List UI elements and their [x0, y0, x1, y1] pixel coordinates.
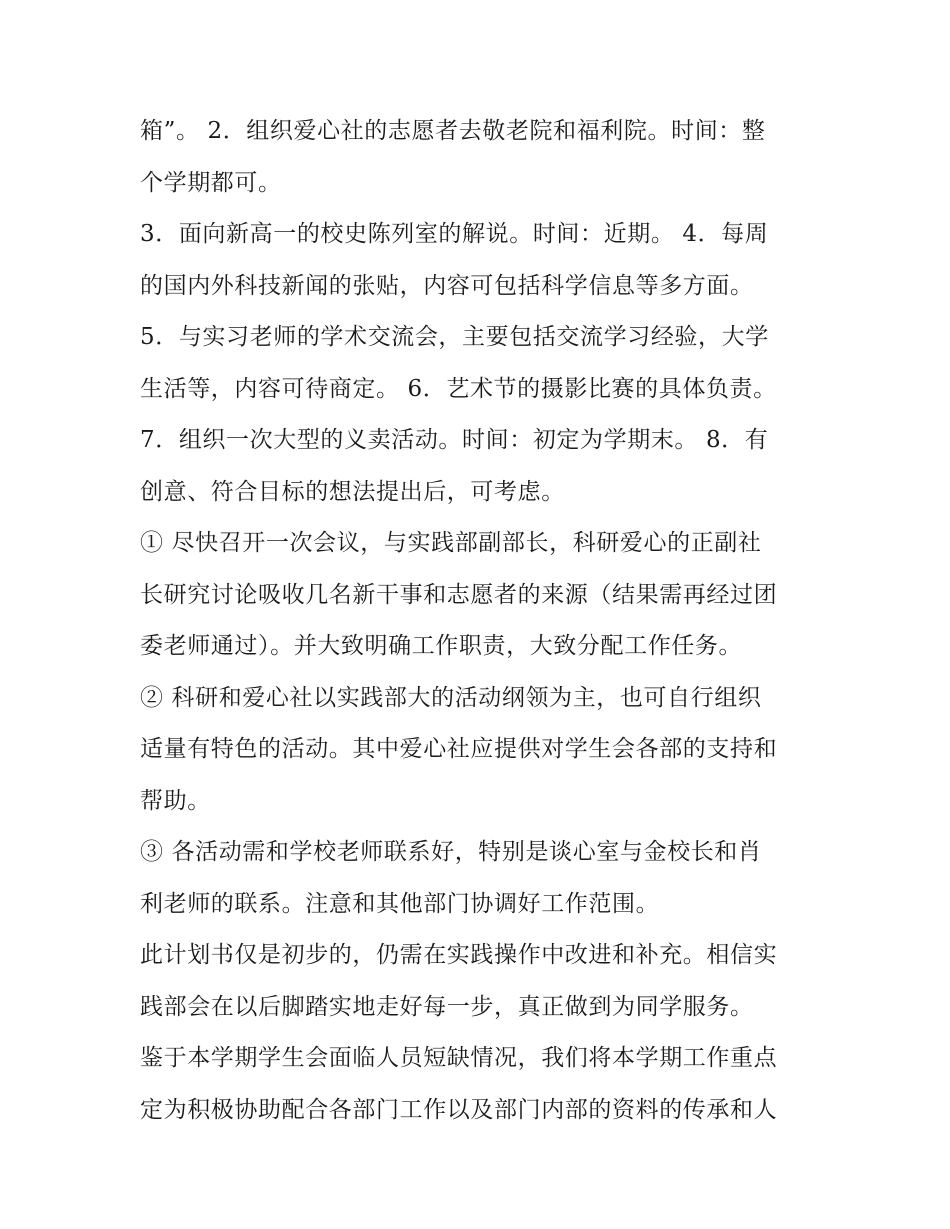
body-text [140, 106, 820, 1136]
text-line: 鉴于本学期学生会面临人员短缺情况，我们将本学期工作重点 [140, 1045, 778, 1071]
text-line: 践部会在以后脚踏实地走好每一步，真正做到为同学服务。 [140, 993, 754, 1020]
text-line: 帮助。 [140, 787, 211, 814]
text-line: 的国内外科技新闻的张贴，内容可包括科学信息等多方面。 [140, 272, 754, 299]
text-line: 创意、符合目标的想法提出后，可考虑。 [140, 478, 565, 505]
text-line: 个学期都可。 [140, 169, 282, 196]
text-line: 定为积极协助配合各部门工作以及部门内部的资料的传承和人 [140, 1096, 778, 1123]
text-line: 利老师的联系。注意和其他部门协调好工作范围。 [140, 890, 660, 917]
text-line: 5．与实习老师的学术交流会，主要包括交流学习经验，大学 [140, 324, 769, 350]
text-line: ① 尽快召开一次会议，与实践部副部长，科研爱心的正副社 [140, 530, 762, 556]
text-line: 长研究讨论吸收几名新干事和志愿者的来源（结果需再经过团 [140, 581, 778, 608]
text-line: ③ 各活动需和学校老师联系好，特别是谈心室与金校长和肖 [140, 839, 762, 865]
text-line: 7．组织一次大型的义卖活动。时间：初定为学期末。 8．有 [140, 427, 769, 453]
text-line: 此计划书仅是初步的，仍需在实践操作中改进和补充。相信实 [140, 942, 778, 968]
text-line: 箱”。 2．组织爱心社的志愿者去敬老院和福利院。时间：整 [140, 118, 766, 144]
text-line: 适量有特色的活动。其中爱心社应提供对学生会各部的支持和 [140, 736, 778, 762]
text-line: ② 科研和爱心社以实践部大的活动纲领为主，也可自行组织 [140, 684, 762, 711]
text-line: 委老师通过）。并大致明确工作职责，大致分配工作任务。 [140, 633, 743, 659]
text-line: 3．面向新高一的校史陈列室的解说。时间：近期。 4．每周 [140, 221, 769, 247]
text-line: 生活等，内容可待商定。 6．艺术节的摄影比赛的具体负责。 [140, 375, 777, 402]
